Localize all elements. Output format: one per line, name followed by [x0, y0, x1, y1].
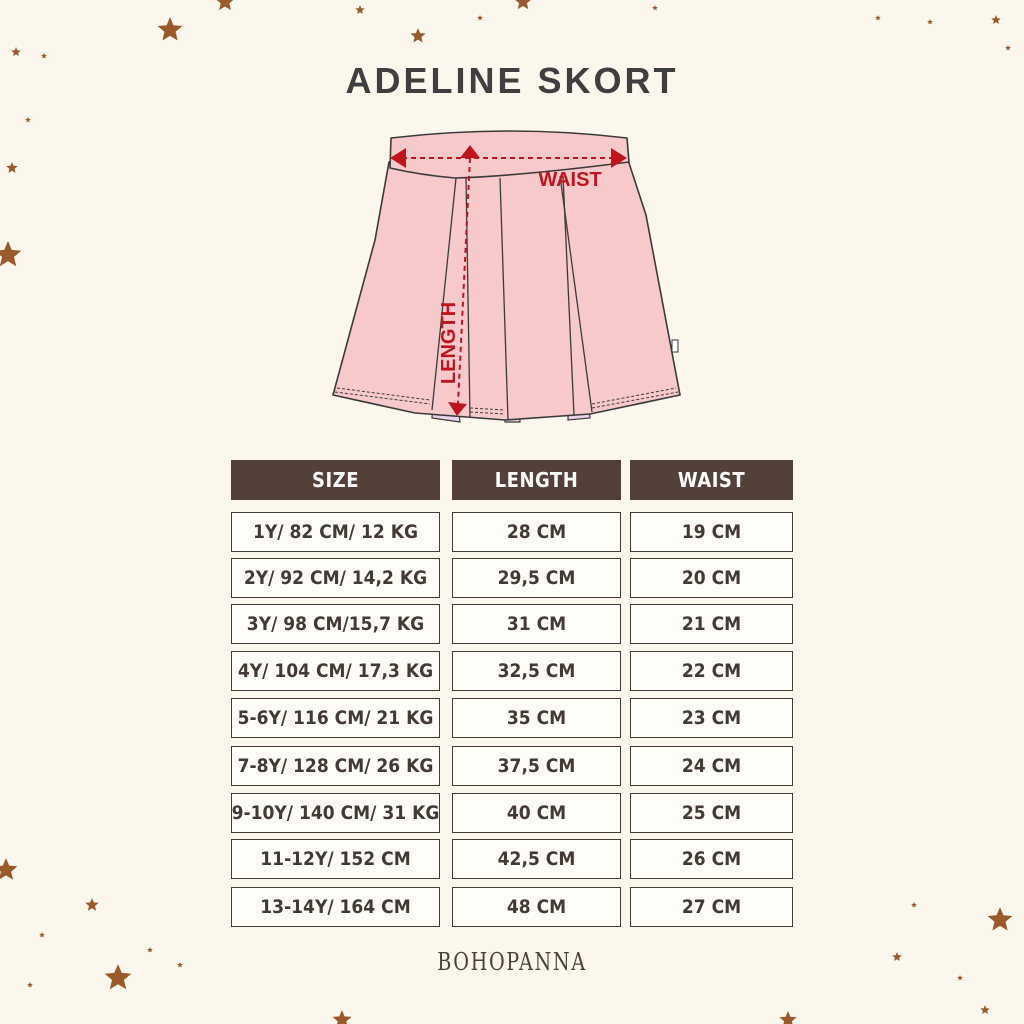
cell-length: 40 CM: [452, 793, 621, 833]
star-icon: [991, 15, 1001, 24]
cell-size: 2Y/ 92 CM/ 14,2 KG: [231, 558, 440, 598]
brand-name: BOHOPANNA: [437, 948, 587, 976]
cell-length: 29,5 CM: [452, 558, 621, 598]
star-icon: [410, 28, 425, 43]
star-icon: [875, 15, 881, 20]
header-size: SIZE: [231, 460, 440, 500]
cell-waist: 19 CM: [630, 512, 793, 552]
cell-size: 9-10Y/ 140 CM/ 31 KG: [231, 793, 440, 833]
cell-length: 48 CM: [452, 887, 621, 927]
cell-size: 3Y/ 98 CM/15,7 KG: [231, 604, 440, 644]
cell-size: 4Y/ 104 CM/ 17,3 KG: [231, 651, 440, 691]
cell-length: 35 CM: [452, 698, 621, 738]
cell-waist: 26 CM: [630, 839, 793, 879]
star-icon: [911, 902, 917, 907]
star-icon: [988, 907, 1013, 931]
cell-size: 5-6Y/ 116 CM/ 21 KG: [231, 698, 440, 738]
star-icon: [1005, 45, 1011, 50]
cell-waist: 22 CM: [630, 651, 793, 691]
cell-size: 13-14Y/ 164 CM: [231, 887, 440, 927]
star-icon: [927, 19, 933, 24]
star-icon: [0, 241, 21, 266]
waist-label: WAIST: [538, 169, 602, 191]
star-icon: [477, 15, 483, 20]
cell-length: 42,5 CM: [452, 839, 621, 879]
star-icon: [333, 1010, 352, 1024]
cell-size: 11-12Y/ 152 CM: [231, 839, 440, 879]
cell-waist: 21 CM: [630, 604, 793, 644]
star-icon: [6, 162, 17, 173]
star-icon: [41, 53, 47, 58]
star-icon: [957, 975, 963, 980]
star-icon: [514, 0, 531, 9]
star-icon: [11, 47, 21, 56]
star-icon: [216, 0, 235, 10]
cell-length: 32,5 CM: [452, 651, 621, 691]
cell-waist: 24 CM: [630, 746, 793, 786]
star-icon: [25, 117, 31, 122]
cell-size: 1Y/ 82 CM/ 12 KG: [231, 512, 440, 552]
skort-diagram: [320, 128, 700, 428]
star-icon: [779, 1011, 796, 1024]
page-title: ADELINE SKORT: [345, 60, 679, 101]
star-icon: [0, 858, 17, 880]
cell-waist: 20 CM: [630, 558, 793, 598]
length-label: LENGTH: [438, 301, 460, 385]
cell-size: 7-8Y/ 128 CM/ 26 KG: [231, 746, 440, 786]
cell-waist: 25 CM: [630, 793, 793, 833]
star-icon: [980, 1005, 990, 1014]
star-icon: [158, 17, 183, 41]
star-icon: [355, 5, 365, 14]
cell-waist: 27 CM: [630, 887, 793, 927]
star-icon: [39, 932, 45, 937]
cell-length: 37,5 CM: [452, 746, 621, 786]
star-icon: [85, 898, 98, 911]
cell-length: 28 CM: [452, 512, 621, 552]
cell-length: 31 CM: [452, 604, 621, 644]
star-icon: [652, 5, 658, 10]
star-icon: [27, 982, 33, 987]
header-length: LENGTH: [452, 460, 621, 500]
cell-waist: 23 CM: [630, 698, 793, 738]
header-waist: WAIST: [630, 460, 793, 500]
